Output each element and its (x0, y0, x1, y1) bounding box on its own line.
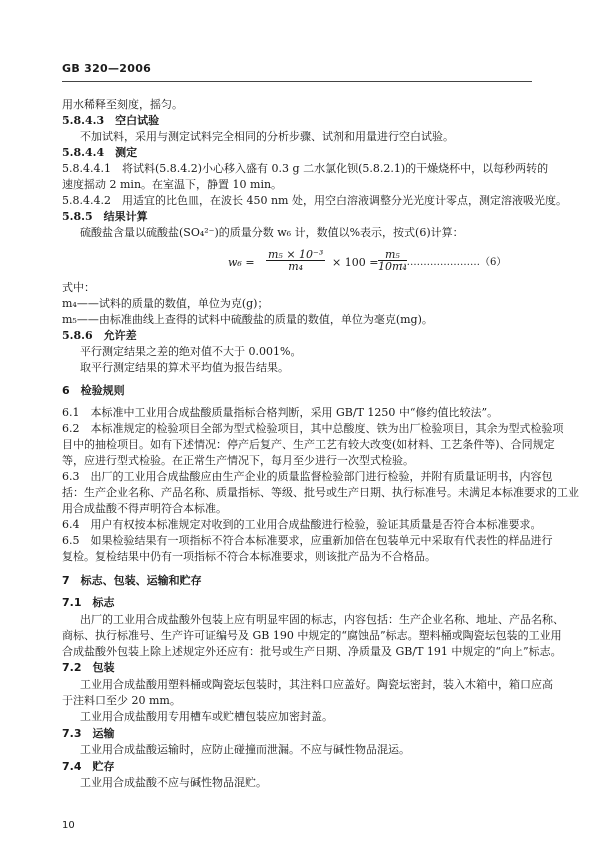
page-number: 10 (62, 820, 75, 831)
paragraph-line: 硫酸盐含量以硫酸盐(SO₄²⁻)的质量分数 w₆ 计，数值以%表示，按式(6)计算： (80, 226, 464, 239)
section-heading-5-8-4-4: 5.8.4.4 测定 (62, 146, 138, 159)
paragraph-line: 出厂的工业用合成盐酸外包装上应有明显牢固的标志，内容包括：生产企业名称、地址、产品名称、 (80, 613, 564, 626)
paragraph-line: 不加试料，采用与测定试料完全相同的分析步骤、试剂和用量进行空白试验。 (80, 130, 454, 143)
variable-definition-m5: m₅——由标准曲线上查得的试料中硫酸盐的质量的数值，单位为毫克(mg)。 (62, 313, 433, 326)
fraction-1-numerator: m₅ × 10⁻³ (268, 248, 324, 261)
chapter-heading-6: 6 检验规则 (62, 384, 125, 397)
paragraph-line: 复检。复检结果中仍有一项指标不符合本标准要求，则该批产品为不合格品。 (62, 550, 436, 563)
section-heading-5-8-6: 5.8.6 允许差 (62, 329, 137, 342)
where-label: 式中： (62, 281, 95, 294)
paragraph-line: 括：生产企业名称、产品名称、质量指标、等级、批号或生产日期、执行标准号。未满足本标准要求的工业 (62, 486, 579, 499)
section-heading-5-8-4-3: 5.8.4.3 空白试验 (62, 114, 160, 127)
paragraph-line: 6.3 出厂的工业用合成盐酸应由生产企业的质量监督检验部门进行检验，并附有质量证明书，内容包 (62, 470, 553, 483)
formula-fraction-1 (266, 249, 325, 272)
section-heading-7-2: 7.2 包装 (62, 661, 115, 674)
formula-lhs: w₆ = (228, 256, 255, 269)
paragraph-line: 目中的抽检项目。如有下述情况：停产后复产、生产工艺有较大改变(如材料、工艺条件等)、合同规定 (62, 438, 555, 451)
header-rule (62, 81, 532, 82)
paragraph-line: 工业用合成盐酸运输时，应防止碰撞而泄漏。不应与碱性物品混运。 (80, 743, 410, 756)
formula-equation-number: ……………………（6） (400, 257, 507, 268)
standard-code-header: GB 320—2006 (62, 62, 152, 75)
paragraph-line: 6.1 本标准中工业用合成盐酸质量指标合格判断，采用 GB/T 1250 中“修约值比较法”。 (62, 406, 499, 419)
section-heading-5-8-5: 5.8.5 结果计算 (62, 210, 148, 223)
paragraph-line: 5.8.4.4.1 将试料(5.8.4.2)小心移入盛有 0.3 g 二水氯化钡(5.8.2.1)的干燥烧杯中，以每秒两转的 (62, 162, 549, 175)
paragraph-line: 等，应进行型式检验。在正常生产情况下，每月至少进行一次型式检验。 (62, 454, 414, 467)
paragraph-line: 用水稀释至刻度，摇匀。 (62, 98, 183, 111)
paragraph-line: 工业用合成盐酸用塑料桶或陶瓷坛包装时，其注料口应盖好。陶瓷坛密封，装入木箱中，箱口应高 (80, 678, 553, 691)
formula-times-100: × 100 = (332, 256, 379, 269)
paragraph-line: 5.8.4.4.2 用适宜的比色皿，在波长 450 nm 处，用空白溶液调整分光光度计零点，测定溶液吸光度。 (62, 194, 567, 207)
section-heading-7-1: 7.1 标志 (62, 596, 115, 609)
paragraph-line: 合成盐酸外包装上除上述规定外还应有：批号或生产日期、净质量及 GB/T 191 中规定的“向上”标志。 (62, 645, 562, 658)
paragraph-line: 平行测定结果之差的绝对值不大于 0.001%。 (80, 345, 302, 358)
section-heading-7-4: 7.4 贮存 (62, 760, 115, 773)
fraction-1-denominator: m₄ (288, 260, 304, 273)
variable-definition-m4: m₄——试料的质量的数值，单位为克(g)； (62, 297, 269, 310)
paragraph-line: 工业用合成盐酸用专用槽车或贮槽包装应加密封盖。 (80, 710, 333, 723)
paragraph-line: 6.2 本标准规定的检验项目全部为型式检验项目，其中总酸度、铁为出厂检验项目，其余为型式检验项 (62, 422, 564, 435)
paragraph-line: 工业用合成盐酸不应与碱性物品混贮。 (80, 776, 267, 789)
paragraph-line: 6.5 如果检验结果有一项指标不符合本标准要求，应重新加倍在包装单元中采取有代表性的样品进行 (62, 534, 553, 547)
chapter-heading-7: 7 标志、包装、运输和贮存 (62, 574, 202, 587)
fraction-2-denominator: 10m₄ (378, 260, 407, 273)
formula-6 (228, 249, 538, 277)
paragraph-line: 6.4 用户有权按本标准规定对收到的工业用合成盐酸进行检验，验证其质量是否符合本标准要求。 (62, 518, 542, 531)
paragraph-line: 用合成盐酸不得声明符合本标准。 (62, 502, 227, 515)
section-heading-7-3: 7.3 运输 (62, 727, 115, 740)
paragraph-line: 于注料口至少 20 mm。 (62, 694, 181, 707)
fraction-2-numerator: m₅ (378, 249, 407, 261)
paragraph-line: 速度摇动 2 min。在室温下，静置 10 min。 (62, 178, 283, 191)
paragraph-line: 商标、执行标准号、生产许可证编号及 GB 190 中规定的“腐蚀品”标志。塑料桶或陶瓷坛包装的工业用 (62, 629, 562, 642)
paragraph-line: 取平行测定结果的算术平均值为报告结果。 (80, 361, 289, 374)
